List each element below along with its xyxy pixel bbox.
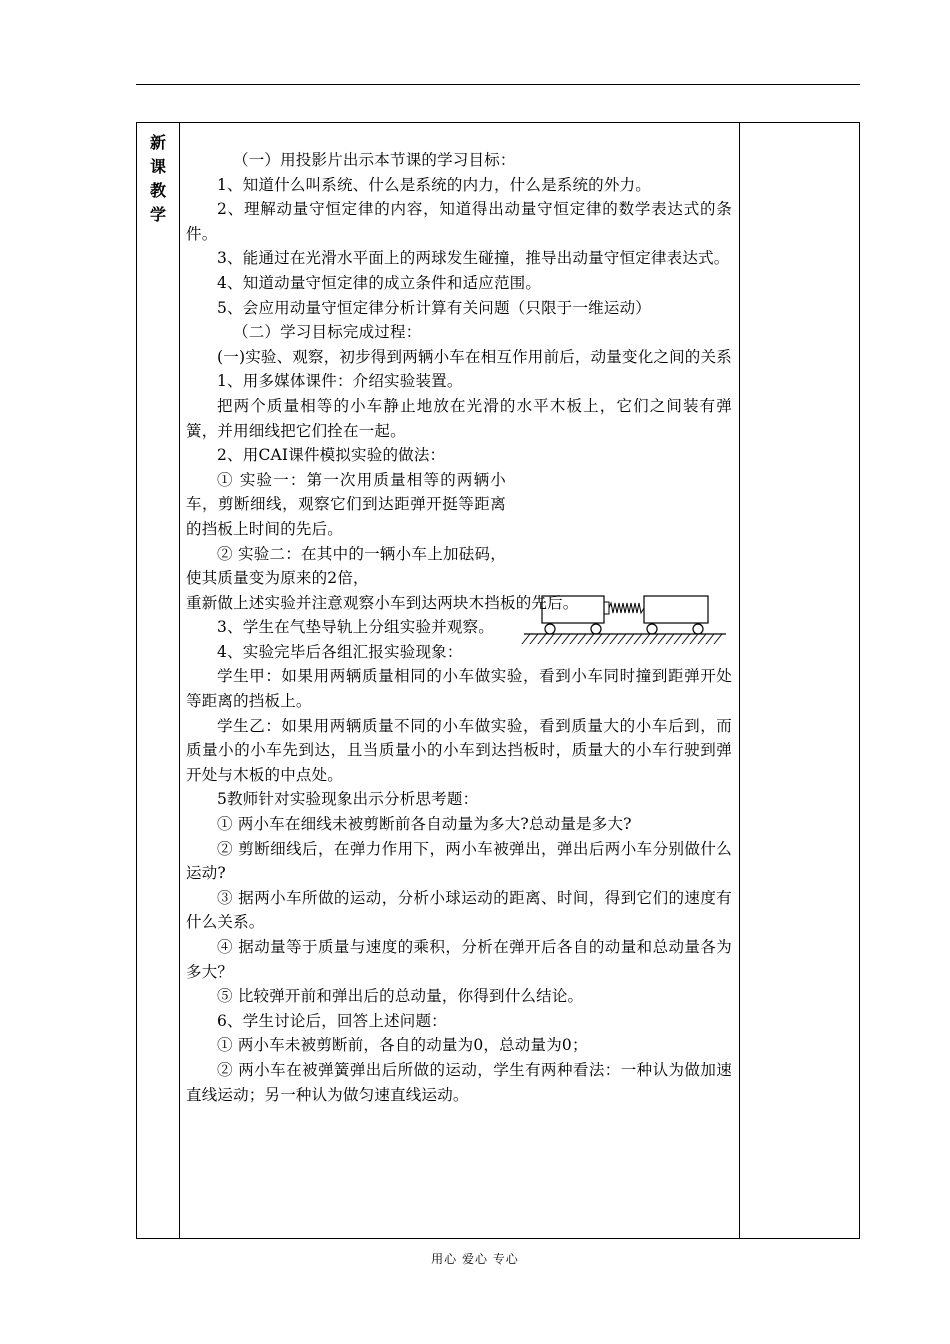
paragraph: 4、知道动量守恒定律的成立条件和适应范围。 [217,273,542,292]
label-column [137,123,180,1238]
right-cart [644,596,708,623]
paragraph: ① 实验一：第一次用质量相等的两辆小车，剪断细线，观察它们到达距弹开挺等距离的挡板上时间的先后。 [186,470,506,538]
spring-block [604,602,609,614]
wheel [545,624,555,634]
section-label-char: 学 [149,205,166,224]
paragraph: 2、理解动量守恒定律的内容，知道得出动量守恒定律的数学表达式的条件。 [186,200,732,243]
paragraph: ① 两小车在细线未被剪断前各自动量为多大?总动量是多大? [217,815,632,834]
wheel [693,624,703,634]
paragraph: 4、实验完毕后各组汇报实验现象： [217,642,463,661]
paragraph: ① 两小车未被剪断前，各自的动量为0，总动量为0； [217,1036,588,1055]
paragraph: ② 剪断细线后，在弹力作用下，两小车被弹出，弹出后两小车分别做什么运动? [186,839,732,883]
paragraph: (一)实验、观察，初步得到两辆小车在相互作用前后，动量变化之间的关系 [217,347,732,366]
paragraph: 6、学生讨论后，回答上述问题： [217,1011,447,1030]
paragraph: （一）用投影片出示本节课的学习目标： [233,151,516,169]
header-rule [136,84,860,85]
paragraph: 重新做上述实验并注意观察小车到达两块木挡板的先后。 [186,593,579,612]
paragraph: 3、能通过在光滑水平面上的两球发生碰撞，推导出动量守恒定律表达式。 [217,249,730,268]
paragraph: ② 实验二：在其中的一辆小车上加砝码，使其质量变为原来的2倍， [186,544,506,588]
paragraph: ② 两小车在被弹簧弹出后所做的运动，学生有两种看法：一种认为做加速直线运动；另一种认为做匀速直线运动。 [186,1060,732,1104]
section-label-char: 新 [149,133,166,152]
section-label-char: 教 [149,181,166,200]
paragraph: 5教师针对实验现象出示分析思考题： [217,790,479,809]
section-label-char: 课 [149,157,166,176]
paragraph: 2、用CAI课件模拟实验的做法： [217,446,446,465]
paragraph: 1、知道什么叫系统、什么是系统的内力，什么是系统的外力。 [217,175,651,194]
ground-hatching [522,634,722,644]
paragraph: 学生乙：如果用两辆质量不同的小车做实验，看到质量大的小车后到，而质量小的小车先到达，且当质量小的小车到达挡板时，质量大的小车行驶到弹开处与木板的中点处。 [186,716,732,784]
spring [609,603,644,613]
paragraph: ⑤ 比较弹开前和弹出后的总动量，你得到什么结论。 [217,987,584,1006]
paragraph: 5、会应用动量守恒定律分析计算有关问题（只限于一维运动） [217,298,651,317]
paragraph: 学生甲：如果用两辆质量相同的小车做实验，看到小车同时撞到距弹开处等距离的挡板上。 [186,667,732,711]
footer-text: 用心 爱心 专心 [431,1252,519,1266]
paragraph: 把两个质量相等的小车静止地放在光滑的水平木板上，它们之间装有弹簧，并用细线把它们拴在一起。 [186,396,732,440]
paragraph: （二）学习目标完成过程： [233,323,422,342]
two-carts-spring-figure [520,592,730,654]
section-label [137,131,179,227]
wheel [647,624,657,634]
paragraph: 1、用多媒体课件：介绍实验装置。 [217,372,463,391]
paragraph: 3、学生在气垫导轨上分组实验并观察。 [217,618,494,637]
paragraph: ④ 据动量等于质量与速度的乘积，分析在弹开后各自的动量和总动量各为多大？ [186,938,732,981]
left-cart [542,596,604,623]
notes-column [739,123,859,1238]
paragraph: ③ 据两小车所做的运动，分析小球运动的距离、时间，得到它们的速度有什么关系。 [186,888,732,932]
wheel [591,624,601,634]
